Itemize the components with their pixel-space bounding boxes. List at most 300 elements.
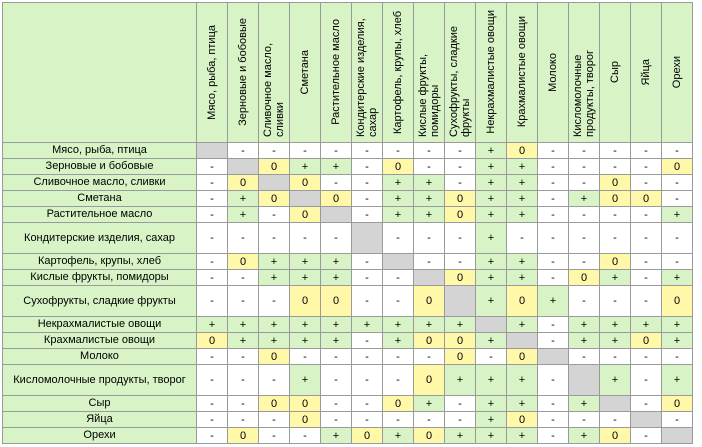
compatibility-cell: -	[321, 396, 352, 412]
compatibility-cell: -	[197, 159, 228, 175]
table-row	[3, 317, 693, 333]
compatibility-cell: -	[352, 270, 383, 286]
column-header-label: Сухофрукты, сладкие фрукты	[448, 25, 472, 137]
compatibility-cell: +	[290, 254, 321, 270]
compatibility-cell: 0	[414, 365, 445, 396]
diagonal-cell	[631, 412, 662, 428]
compatibility-cell: -	[600, 412, 631, 428]
compatibility-cell: +	[507, 270, 538, 286]
compatibility-cell: 0	[600, 254, 631, 270]
compatibility-cell: 0	[662, 286, 693, 317]
compatibility-cell: +	[414, 175, 445, 191]
compatibility-cell: -	[414, 223, 445, 254]
compatibility-cell: -	[631, 286, 662, 317]
compatibility-cell: -	[352, 349, 383, 365]
compatibility-cell: -	[538, 143, 569, 159]
compatibility-cell: +	[383, 428, 414, 444]
compatibility-cell: +	[290, 365, 321, 396]
column-header	[259, 3, 290, 143]
table-row	[3, 412, 693, 428]
compatibility-cell: +	[476, 412, 507, 428]
compatibility-cell: +	[476, 333, 507, 349]
compatibility-cell: -	[569, 223, 600, 254]
row-header: Сметана	[3, 191, 197, 207]
compatibility-cell: +	[321, 428, 352, 444]
compatibility-cell: 0	[414, 333, 445, 349]
compatibility-cell: -	[600, 159, 631, 175]
compatibility-cell: +	[507, 191, 538, 207]
table-row	[3, 428, 693, 444]
compatibility-cell: 0	[445, 270, 476, 286]
compatibility-cell: 0	[290, 207, 321, 223]
compatibility-table	[2, 2, 693, 444]
compatibility-cell: -	[321, 223, 352, 254]
column-header-label: Картофель, крупы, хлеб	[392, 10, 404, 134]
column-header-label: Зерновые и бобовые	[237, 18, 249, 126]
compatibility-cell: -	[197, 365, 228, 396]
compatibility-cell: -	[414, 143, 445, 159]
diagonal-cell	[569, 365, 600, 396]
compatibility-cell: +	[507, 396, 538, 412]
column-header-label: Сливочное масло, сливки	[262, 42, 286, 137]
compatibility-cell: +	[445, 317, 476, 333]
compatibility-cell: +	[507, 365, 538, 396]
compatibility-cell: -	[569, 286, 600, 317]
table-row	[3, 254, 693, 270]
compatibility-cell: -	[631, 223, 662, 254]
compatibility-cell: -	[631, 428, 662, 444]
compatibility-cell: -	[631, 175, 662, 191]
compatibility-cell: +	[662, 270, 693, 286]
compatibility-cell: -	[662, 254, 693, 270]
compatibility-cell: 0	[414, 286, 445, 317]
compatibility-cell: -	[631, 254, 662, 270]
compatibility-cell: +	[414, 191, 445, 207]
compatibility-cell: +	[600, 333, 631, 349]
compatibility-cell: -	[538, 428, 569, 444]
table-row	[3, 223, 693, 254]
compatibility-cell: -	[445, 159, 476, 175]
compatibility-cell: +	[538, 286, 569, 317]
compatibility-cell: -	[321, 412, 352, 428]
compatibility-cell: +	[321, 317, 352, 333]
row-header: Зерновые и бобовые	[3, 159, 197, 175]
compatibility-cell: 0	[228, 175, 259, 191]
compatibility-cell: +	[569, 396, 600, 412]
compatibility-cell: -	[228, 412, 259, 428]
table-row	[3, 207, 693, 223]
column-header-label: Кондитерские изделия, сахар	[355, 18, 379, 137]
compatibility-cell: -	[538, 365, 569, 396]
compatibility-cell: -	[569, 159, 600, 175]
compatibility-cell: 0	[507, 286, 538, 317]
compatibility-cell: +	[507, 428, 538, 444]
compatibility-cell: -	[662, 223, 693, 254]
compatibility-cell: +	[259, 317, 290, 333]
compatibility-cell: +	[631, 317, 662, 333]
compatibility-cell: -	[631, 365, 662, 396]
diagonal-cell	[321, 207, 352, 223]
compatibility-cell: 0	[445, 191, 476, 207]
row-header: Кисломолочные продукты, творог	[3, 365, 197, 396]
compatibility-cell: -	[197, 254, 228, 270]
compatibility-cell: -	[197, 286, 228, 317]
compatibility-cell: +	[569, 333, 600, 349]
compatibility-cell: -	[631, 396, 662, 412]
compatibility-cell: -	[197, 396, 228, 412]
compatibility-cell: -	[445, 175, 476, 191]
compatibility-cell: +	[476, 159, 507, 175]
compatibility-cell: +	[507, 159, 538, 175]
compatibility-cell: -	[631, 159, 662, 175]
compatibility-cell: -	[631, 270, 662, 286]
compatibility-cell: +	[290, 317, 321, 333]
compatibility-cell: -	[352, 159, 383, 175]
compatibility-cell: +	[476, 191, 507, 207]
compatibility-cell: 0	[259, 396, 290, 412]
compatibility-cell: -	[228, 286, 259, 317]
table-row	[3, 333, 693, 349]
compatibility-cell: -	[259, 412, 290, 428]
compatibility-cell: -	[259, 428, 290, 444]
compatibility-cell: 0	[600, 175, 631, 191]
compatibility-cell: +	[321, 159, 352, 175]
compatibility-cell: -	[197, 175, 228, 191]
row-header: Мясо, рыба, птица	[3, 143, 197, 159]
compatibility-cell: -	[259, 223, 290, 254]
compatibility-cell: -	[600, 349, 631, 365]
corner-cell	[3, 3, 197, 143]
compatibility-cell: +	[228, 207, 259, 223]
compatibility-cell: +	[662, 317, 693, 333]
diagonal-cell	[352, 223, 383, 254]
column-header	[538, 3, 569, 143]
diagonal-cell	[197, 143, 228, 159]
compatibility-cell: -	[538, 254, 569, 270]
compatibility-cell: +	[228, 317, 259, 333]
compatibility-cell: -	[445, 254, 476, 270]
compatibility-cell: -	[197, 270, 228, 286]
column-header	[507, 3, 538, 143]
compatibility-cell: -	[631, 207, 662, 223]
row-header: Картофель, крупы, хлеб	[3, 254, 197, 270]
compatibility-cell: 0	[290, 175, 321, 191]
compatibility-cell: -	[259, 365, 290, 396]
compatibility-cell: -	[197, 428, 228, 444]
compatibility-cell: -	[197, 223, 228, 254]
compatibility-cell: 0	[352, 428, 383, 444]
compatibility-cell: +	[383, 175, 414, 191]
compatibility-cell: 0	[383, 159, 414, 175]
compatibility-cell: 0	[321, 286, 352, 317]
column-header-label: Орехи	[671, 55, 683, 89]
compatibility-cell: +	[290, 333, 321, 349]
column-header	[197, 3, 228, 143]
table-row	[3, 143, 693, 159]
table-row	[3, 270, 693, 286]
table-row	[3, 349, 693, 365]
compatibility-cell: -	[662, 191, 693, 207]
column-header-label: Яйца	[640, 58, 652, 86]
row-header: Сыр	[3, 396, 197, 412]
compatibility-cell: +	[600, 270, 631, 286]
compatibility-cell: -	[228, 396, 259, 412]
diagonal-cell	[228, 159, 259, 175]
compatibility-cell: 0	[259, 159, 290, 175]
compatibility-cell: -	[352, 286, 383, 317]
compatibility-cell: -	[228, 223, 259, 254]
compatibility-cell: -	[445, 412, 476, 428]
compatibility-cell: 0	[414, 428, 445, 444]
compatibility-cell: -	[414, 349, 445, 365]
compatibility-cell: +	[476, 175, 507, 191]
compatibility-cell: -	[352, 396, 383, 412]
compatibility-cell: +	[383, 317, 414, 333]
compatibility-cell: +	[383, 191, 414, 207]
compatibility-cell: -	[197, 191, 228, 207]
compatibility-cell: -	[662, 143, 693, 159]
compatibility-cell: -	[538, 412, 569, 428]
compatibility-cell: -	[538, 333, 569, 349]
compatibility-cell: +	[445, 365, 476, 396]
compatibility-cell: 0	[569, 270, 600, 286]
compatibility-cell: -	[538, 223, 569, 254]
compatibility-cell: -	[352, 333, 383, 349]
table-row	[3, 286, 693, 317]
compatibility-cell: +	[662, 365, 693, 396]
compatibility-cell: 0	[290, 286, 321, 317]
compatibility-cell: -	[290, 428, 321, 444]
compatibility-cell: 0	[662, 159, 693, 175]
compatibility-cell: -	[538, 191, 569, 207]
column-header-row	[3, 3, 693, 143]
compatibility-cell: +	[259, 333, 290, 349]
column-header	[445, 3, 476, 143]
row-header: Сливочное масло, сливки	[3, 175, 197, 191]
row-header: Кондитерские изделия, сахар	[3, 223, 197, 254]
column-header-label: Растительное масло	[330, 19, 342, 125]
compatibility-cell: +	[476, 223, 507, 254]
diagonal-cell	[383, 254, 414, 270]
compatibility-cell: -	[600, 143, 631, 159]
compatibility-cell: +	[321, 333, 352, 349]
compatibility-cell: +	[383, 207, 414, 223]
compatibility-cell: +	[662, 333, 693, 349]
compatibility-cell: -	[569, 412, 600, 428]
compatibility-cell: 0	[600, 191, 631, 207]
compatibility-cell: 0	[321, 191, 352, 207]
compatibility-cell: 0	[383, 396, 414, 412]
compatibility-cell: -	[259, 286, 290, 317]
compatibility-cell: 0	[445, 207, 476, 223]
compatibility-cell: -	[352, 365, 383, 396]
compatibility-cell: +	[228, 191, 259, 207]
compatibility-cell: -	[352, 412, 383, 428]
compatibility-cell: 0	[445, 333, 476, 349]
compatibility-cell: -	[476, 349, 507, 365]
compatibility-cell: -	[662, 412, 693, 428]
diagonal-cell	[476, 317, 507, 333]
compatibility-cell: -	[259, 207, 290, 223]
column-header	[569, 3, 600, 143]
compatibility-cell: +	[569, 317, 600, 333]
column-header	[414, 3, 445, 143]
compatibility-cell: +	[197, 317, 228, 333]
compatibility-cell: -	[228, 365, 259, 396]
compatibility-cell: +	[228, 333, 259, 349]
compatibility-cell: +	[476, 254, 507, 270]
column-header-label: Молоко	[547, 52, 559, 92]
compatibility-cell: -	[569, 175, 600, 191]
column-header	[383, 3, 414, 143]
compatibility-cell: +	[414, 396, 445, 412]
compatibility-cell: 0	[662, 396, 693, 412]
compatibility-cell: +	[445, 428, 476, 444]
compatibility-cell: -	[321, 175, 352, 191]
column-header-label: Крахмалистые овощи	[516, 16, 528, 128]
compatibility-cell: -	[290, 143, 321, 159]
column-header-label: Мясо, рыба, птица	[206, 24, 218, 120]
compatibility-cell: -	[662, 349, 693, 365]
compatibility-cell: -	[445, 223, 476, 254]
compatibility-cell: +	[414, 317, 445, 333]
compatibility-cell: -	[445, 143, 476, 159]
compatibility-cell: 0	[631, 191, 662, 207]
compatibility-cell: -	[538, 317, 569, 333]
row-header: Орехи	[3, 428, 197, 444]
row-header: Крахмалистые овощи	[3, 333, 197, 349]
compatibility-cell: -	[321, 143, 352, 159]
compatibility-cell: +	[290, 270, 321, 286]
compatibility-cell: -	[383, 365, 414, 396]
compatibility-cell: -	[569, 349, 600, 365]
diagonal-cell	[414, 270, 445, 286]
compatibility-cell: +	[476, 428, 507, 444]
compatibility-cell: -	[383, 223, 414, 254]
compatibility-cell: +	[259, 270, 290, 286]
compatibility-cell: -	[321, 365, 352, 396]
compatibility-cell: -	[569, 207, 600, 223]
compatibility-cell: -	[631, 349, 662, 365]
compatibility-cell: 0	[507, 412, 538, 428]
compatibility-cell: 0	[228, 428, 259, 444]
compatibility-cell: -	[538, 175, 569, 191]
compatibility-cell: -	[383, 412, 414, 428]
table-row	[3, 365, 693, 396]
compatibility-cell: -	[538, 207, 569, 223]
diagonal-cell	[662, 428, 693, 444]
compatibility-cell: 0	[631, 333, 662, 349]
table-body	[3, 143, 693, 444]
compatibility-cell: -	[445, 396, 476, 412]
compatibility-cell: +	[352, 317, 383, 333]
diagonal-cell	[538, 349, 569, 365]
compatibility-cell: 0	[445, 349, 476, 365]
table-row	[3, 191, 693, 207]
compatibility-cell: +	[476, 365, 507, 396]
compatibility-cell: -	[352, 175, 383, 191]
compatibility-cell: +	[290, 159, 321, 175]
diagonal-cell	[259, 175, 290, 191]
compatibility-cell: +	[507, 317, 538, 333]
compatibility-cell: -	[352, 143, 383, 159]
compatibility-cell: 0	[507, 349, 538, 365]
compatibility-cell: +	[476, 396, 507, 412]
compatibility-cell: -	[383, 286, 414, 317]
column-header	[631, 3, 662, 143]
compatibility-cell: -	[507, 223, 538, 254]
row-header: Кислые фрукты, помидоры	[3, 270, 197, 286]
column-header	[600, 3, 631, 143]
compatibility-cell: +	[569, 428, 600, 444]
column-header-label: Кислые фрукты, помидоры	[417, 53, 441, 137]
compatibility-cell: +	[321, 270, 352, 286]
compatibility-cell: +	[476, 143, 507, 159]
compatibility-cell: -	[197, 412, 228, 428]
compatibility-cell: +	[321, 254, 352, 270]
compatibility-cell: 0	[228, 254, 259, 270]
compatibility-cell: +	[476, 207, 507, 223]
compatibility-cell: -	[600, 223, 631, 254]
compatibility-cell: -	[414, 254, 445, 270]
row-header: Яйца	[3, 412, 197, 428]
compatibility-cell: 0	[600, 428, 631, 444]
table-row	[3, 396, 693, 412]
compatibility-cell: 0	[507, 143, 538, 159]
diagonal-cell	[290, 191, 321, 207]
compatibility-cell: -	[538, 396, 569, 412]
column-header-label: Кисломолочные продукты, творог	[572, 50, 596, 137]
compatibility-cell: 0	[290, 412, 321, 428]
compatibility-cell: 0	[259, 349, 290, 365]
row-header: Некрахмалистые овощи	[3, 317, 197, 333]
compatibility-cell: +	[383, 333, 414, 349]
compatibility-cell: +	[259, 254, 290, 270]
compatibility-cell: -	[662, 175, 693, 191]
compatibility-cell: -	[290, 223, 321, 254]
compatibility-cell: 0	[197, 333, 228, 349]
compatibility-cell: -	[352, 191, 383, 207]
compatibility-cell: +	[662, 207, 693, 223]
diagonal-cell	[507, 333, 538, 349]
column-header	[290, 3, 321, 143]
compatibility-cell: -	[414, 159, 445, 175]
compatibility-cell: 0	[290, 396, 321, 412]
compatibility-cell: -	[259, 143, 290, 159]
compatibility-cell: -	[197, 349, 228, 365]
compatibility-cell: 0	[259, 191, 290, 207]
compatibility-cell: -	[600, 207, 631, 223]
compatibility-cell: -	[290, 349, 321, 365]
compatibility-cell: +	[507, 175, 538, 191]
row-header: Растительное масло	[3, 207, 197, 223]
compatibility-cell: -	[228, 349, 259, 365]
compatibility-cell: -	[228, 143, 259, 159]
column-header	[321, 3, 352, 143]
compatibility-cell: -	[383, 349, 414, 365]
column-header-label: Некрахмалистые овощи	[485, 10, 497, 134]
compatibility-cell: +	[569, 191, 600, 207]
compatibility-cell: -	[569, 254, 600, 270]
compatibility-cell: +	[476, 270, 507, 286]
compatibility-cell: -	[383, 143, 414, 159]
compatibility-cell: -	[600, 286, 631, 317]
compatibility-cell: +	[600, 365, 631, 396]
compatibility-cell: -	[538, 159, 569, 175]
column-header	[662, 3, 693, 143]
column-header	[228, 3, 259, 143]
column-header	[476, 3, 507, 143]
